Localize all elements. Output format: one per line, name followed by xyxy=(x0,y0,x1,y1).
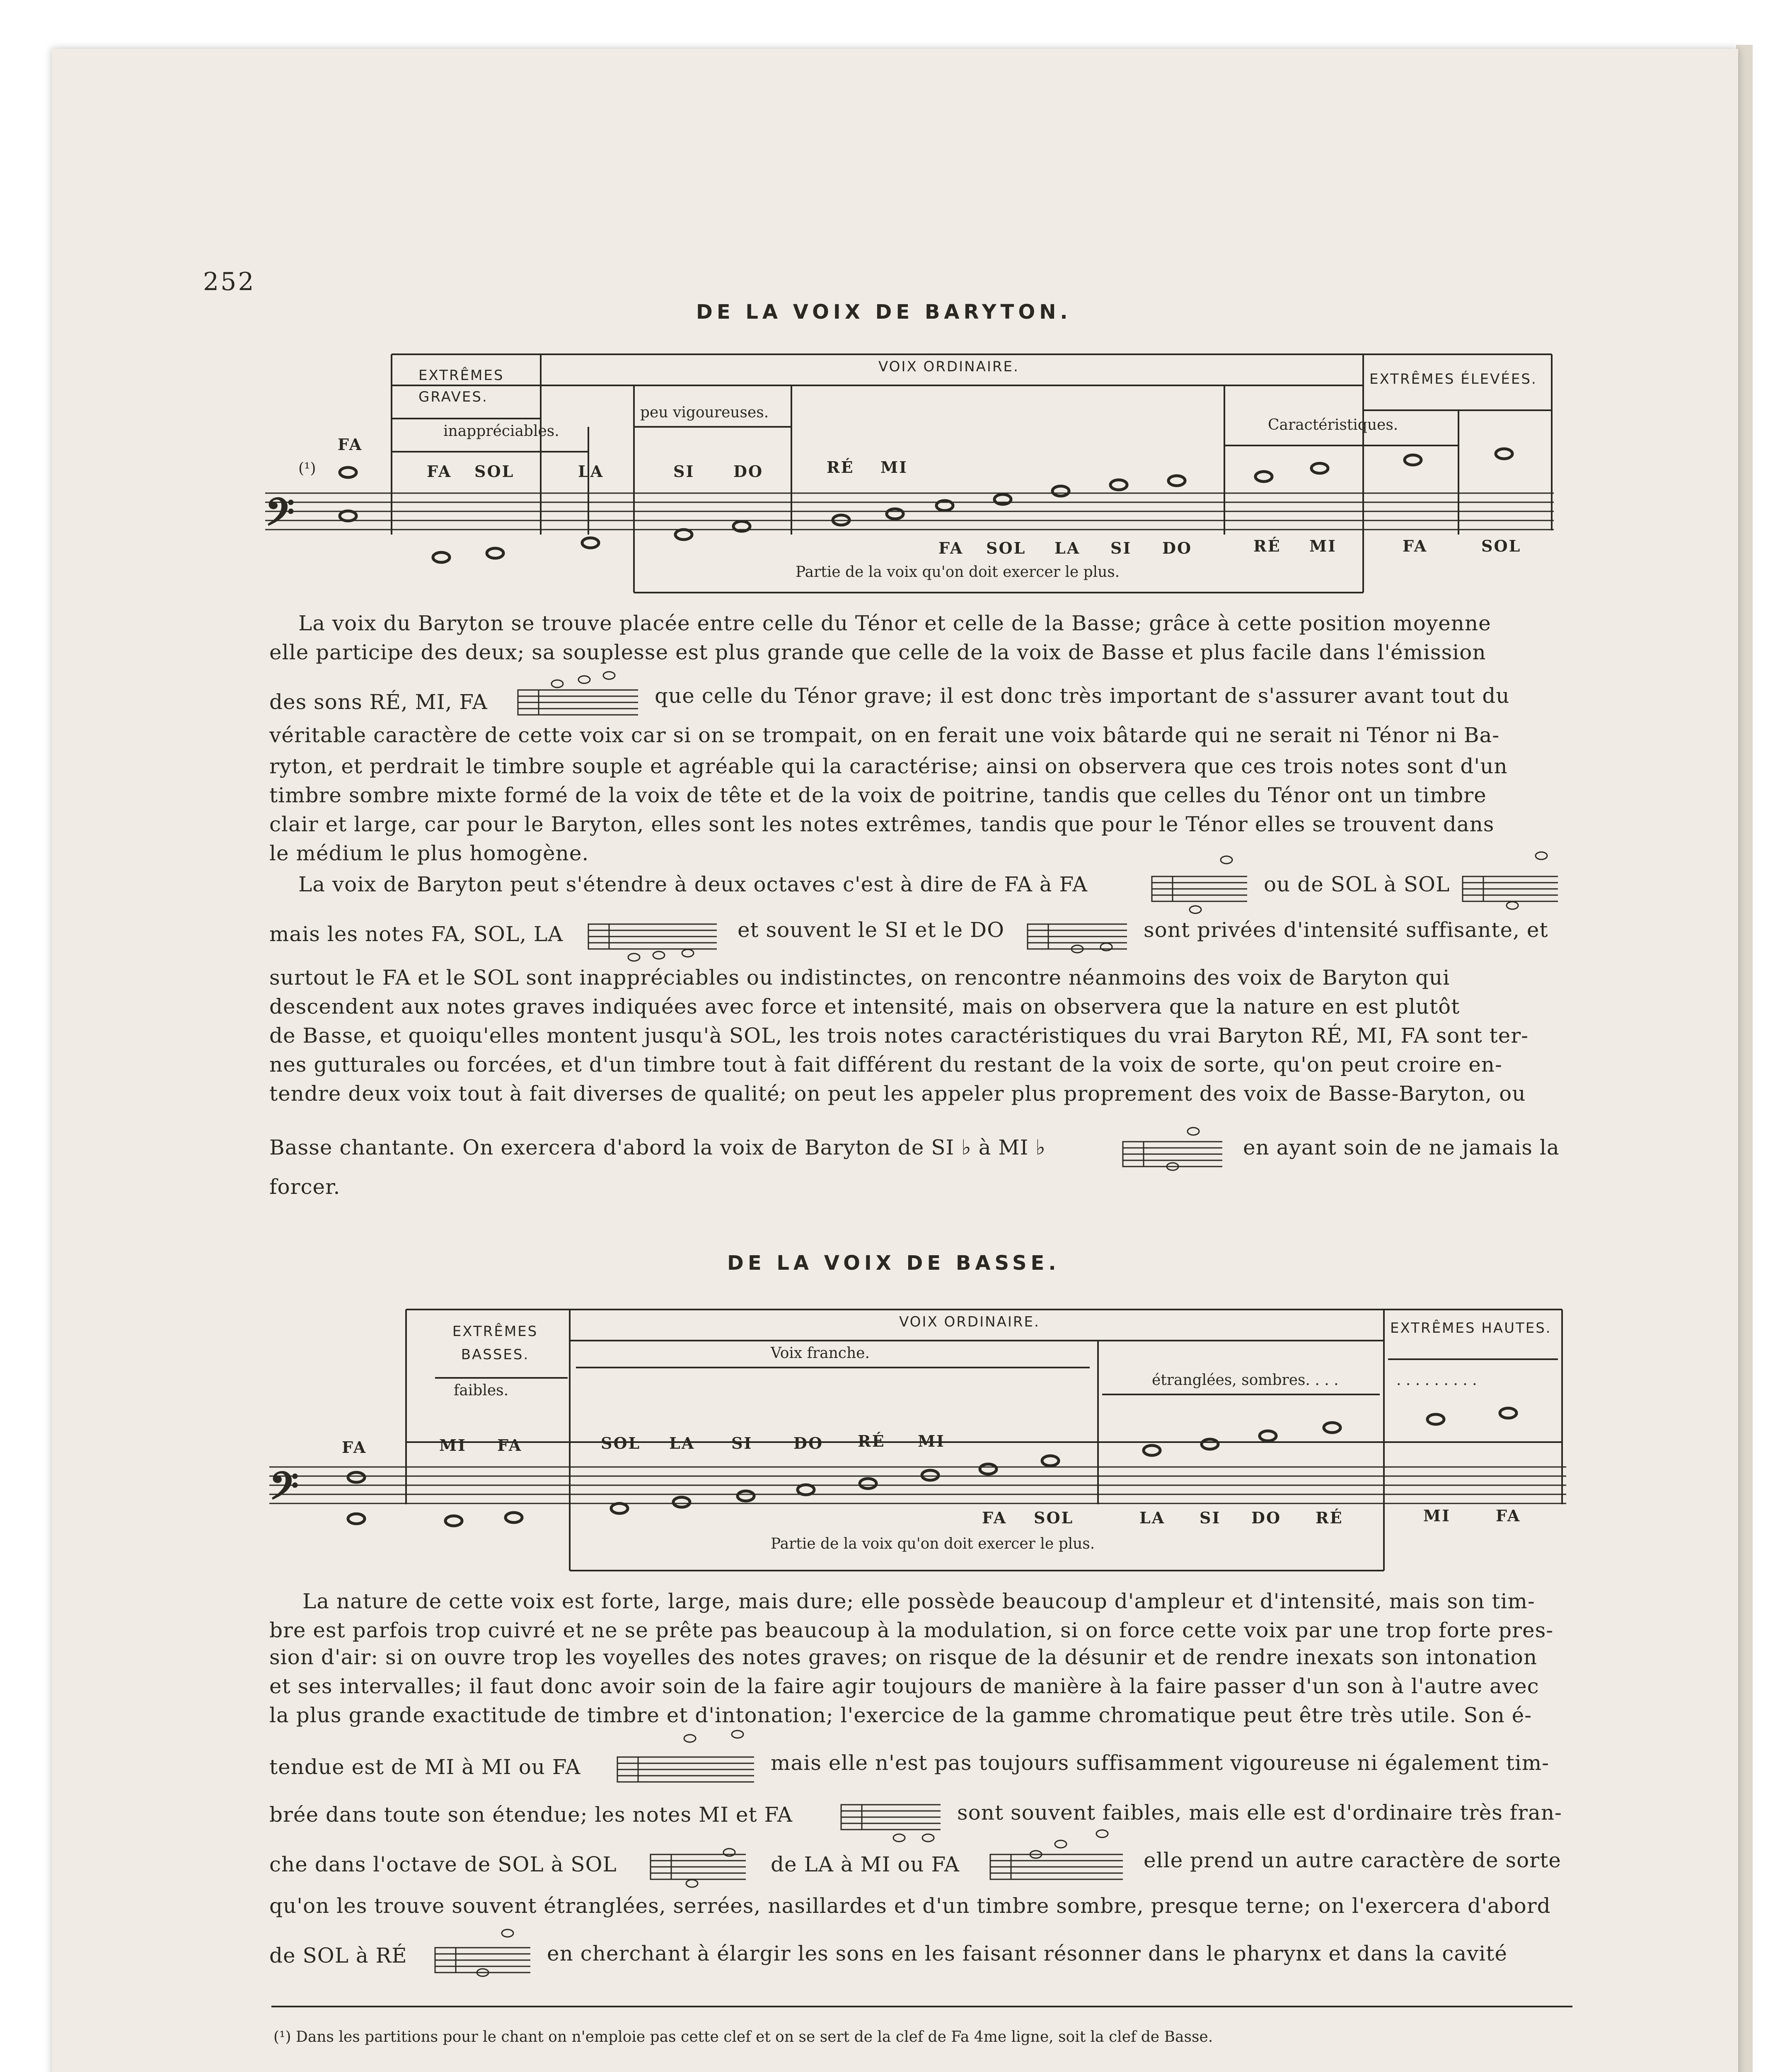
text-line: de SOL à RÉ xyxy=(269,1944,407,1968)
text-line: qu'on les trouve souvent étranglées, serrées, nasillardes et d'un timbre sombre, presque terne; on l'exercera d'abord xyxy=(269,1894,1551,1918)
basse-sub-faibles: faibles. xyxy=(454,1382,509,1399)
text-line: et souvent le SI et le DO xyxy=(738,918,1005,942)
baryton-lower-note: MI xyxy=(1309,537,1337,555)
baryton-upper-note: MI xyxy=(880,458,908,477)
basse-bass-clef-icon: 𝄢 xyxy=(269,1464,299,1517)
basse-lower-note: LA xyxy=(1139,1508,1166,1527)
basse-sub-voix-franche: Voix franche. xyxy=(771,1345,870,1362)
baryton-upper-note: SOL xyxy=(474,462,515,481)
baryton-lower-note: DO xyxy=(1162,539,1192,557)
text-line: clair et large, car pour le Baryton, elles sont les notes extrêmes, tandis que pour le Ténor elles se trouvent dans xyxy=(269,812,1495,836)
text-line: des sons RÉ, MI, FA xyxy=(269,690,488,714)
text-line: che dans l'octave de SOL à SOL xyxy=(269,1852,617,1876)
basse-exercise-caption: Partie de la voix qu'on doit exercer le plus. xyxy=(771,1535,1095,1552)
text-line: ryton, et perdrait le timbre souple et agréable qui la caractérise; ainsi on observera que ces trois notes sont d'un xyxy=(269,754,1508,778)
footnote-text: (¹) Dans les partitions pour le chant on n'emploie pas cette clef et on se sert de la clef de Fa 4me ligne, soit la clef de Basse. xyxy=(273,2028,1213,2045)
text-line: nes gutturales ou forcées, et d'un timbre tout à fait différent du restant de la voix de sorte, qu'on peut croire en- xyxy=(269,1053,1502,1077)
inline-staff-mi-mi xyxy=(617,1731,754,1782)
text-line: et ses intervalles; il faut donc avoir soin de la faire agir toujours de manière à la faire passer d'un son à l'autre avec xyxy=(269,1674,1539,1698)
baryton-col-extremes-elevees: EXTRÊMES ÉLEVÉES. xyxy=(1369,371,1537,387)
text-line: en ayant soin de ne jamais la xyxy=(1243,1135,1560,1159)
text-line: en cherchant à élargir les sons en les faisant résonner dans le pharynx et dans la cavité xyxy=(547,1941,1507,1965)
text-line: elle participe des deux; sa souplesse est plus grande que celle de la voix de Basse et plus facile dans l'émission xyxy=(269,640,1486,664)
baryton-bass-clef-icon: 𝄢 xyxy=(265,490,295,543)
baryton-lower-note: LA xyxy=(1055,539,1081,557)
page-number: 252 xyxy=(203,267,256,296)
basse-lower-note: DO xyxy=(1251,1508,1282,1527)
text-line: forcer. xyxy=(269,1175,341,1199)
text-line: bre est parfois trop cuivré et ne se prête pas beaucoup à la modulation, si on force cette voix par une trop forte pres- xyxy=(269,1618,1554,1642)
basse-upper-note: RÉ xyxy=(858,1432,885,1450)
inline-staff-sol-sol xyxy=(651,1849,746,1887)
text-line: La nature de cette voix est forte, large, mais dure; elle possède beaucoup d'ampleur et d'intensité, mais son tim- xyxy=(302,1589,1535,1613)
text-line: descendent aux notes graves indiquées avec force et intensité, mais on observera que la nature en est plutôt xyxy=(269,995,1460,1019)
basse-sub-etranglees: étranglées, sombres. . . . xyxy=(1152,1372,1339,1389)
text-line: timbre sombre mixte formé de la voix de tête et de la voix de poitrine, tandis que celles du Ténor ont un timbre xyxy=(269,783,1487,807)
basse-sub-dots: . . . . . . . . . xyxy=(1396,1372,1477,1389)
baryton-sub-peu-vigoureuses: peu vigoureuses. xyxy=(640,404,769,421)
baryton-lower-note: SI xyxy=(1110,539,1132,557)
text-line: véritable caractère de cette voix car si on se trompait, on en ferait une voix bâtarde qui ne serait ni Ténor ni Ba- xyxy=(269,723,1500,747)
baryton-clef-note-label: FA xyxy=(338,435,363,454)
basse-upper-note: LA xyxy=(669,1434,695,1452)
basse-clef-note-label: FA xyxy=(342,1438,367,1457)
footnote-rule xyxy=(271,2006,1572,2007)
text-line: que celle du Ténor grave; il est donc très important de s'assurer avant tout du xyxy=(655,684,1510,708)
baryton-lower-note: SOL xyxy=(986,539,1026,557)
basse-lower-note: FA xyxy=(982,1508,1007,1527)
baryton-upper-note: FA xyxy=(427,462,452,481)
baryton-col-extremes-graves: EXTRÊMES GRAVES. xyxy=(418,367,504,405)
baryton-upper-note: DO xyxy=(733,462,764,481)
inline-staff-sol-re xyxy=(435,1929,530,1976)
baryton-lower-note: RÉ xyxy=(1253,537,1281,555)
baryton-upper-note: RÉ xyxy=(827,458,854,477)
text-line: ou de SOL à SOL xyxy=(1264,872,1450,896)
text-line: mais elle n'est pas toujours suffisamment vigoureuse ni également tim- xyxy=(771,1751,1550,1775)
basse-lower-note: MI xyxy=(1423,1506,1451,1525)
basse-upper-note: MI xyxy=(918,1432,945,1450)
baryton-title: DE LA VOIX DE BARYTON. xyxy=(696,300,1072,324)
text-line: La voix du Baryton se trouve placée entre celle du Ténor et celle de la Basse; grâce à cette position moyenne xyxy=(298,611,1491,635)
text-line: La voix de Baryton peut s'étendre à deux octaves c'est à dire de FA à FA xyxy=(298,872,1088,896)
text-line: mais les notes FA, SOL, LA xyxy=(269,922,564,946)
basse-col-voix-ordinaire: VOIX ORDINAIRE. xyxy=(899,1314,1040,1330)
basse-title: DE LA VOIX DE BASSE. xyxy=(727,1251,1060,1275)
text-line: sont privées d'intensité suffisante, et xyxy=(1144,918,1548,942)
inline-staff-mi-fa xyxy=(841,1805,941,1842)
basse-lower-note: RÉ xyxy=(1316,1508,1343,1527)
text-line: brée dans toute son étendue; les notes MI et FA xyxy=(269,1803,793,1827)
basse-upper-note: SI xyxy=(731,1434,753,1452)
basse-lower-note: SI xyxy=(1200,1508,1221,1527)
basse-lower-note: SOL xyxy=(1034,1508,1074,1527)
baryton-sub-inappreciables: inappréciables. xyxy=(443,423,559,440)
basse-upper-note: FA xyxy=(497,1436,522,1455)
text-line: elle prend un autre caractère de sorte xyxy=(1144,1848,1561,1872)
text-line: sont souvent faibles, mais elle est d'ordinaire très fran- xyxy=(957,1801,1562,1825)
baryton-exercise-caption: Partie de la voix qu'on doit exercer le plus. xyxy=(796,564,1120,581)
basse-col-extremes-basses: EXTRÊMES BASSES. xyxy=(452,1323,538,1363)
text-line: tendue est de MI à MI ou FA xyxy=(269,1755,581,1779)
basse-upper-note: MI xyxy=(439,1436,467,1455)
text-line: de LA à MI ou FA xyxy=(771,1852,960,1876)
baryton-footnote-mark: (¹) xyxy=(298,460,316,477)
text-line: le médium le plus homogène. xyxy=(269,841,589,865)
text-line: surtout le FA et le SOL sont inappréciables ou indistinctes, on rencontre néanmoins des voix de Baryton qui xyxy=(269,966,1450,990)
text-line: tendre deux voix tout à fait diverses de qualité; on peut les appeler plus proprement des voix de Basse-Baryton, ou xyxy=(269,1082,1526,1106)
basse-upper-note: DO xyxy=(793,1434,824,1452)
baryton-lower-note: FA xyxy=(1403,537,1428,555)
basse-col-extremes-hautes: EXTRÊMES HAUTES. xyxy=(1390,1320,1552,1336)
basse-upper-note: SOL xyxy=(601,1434,641,1452)
baryton-lower-note: SOL xyxy=(1481,537,1521,555)
baryton-col-voix-ordinaire: VOIX ORDINAIRE. xyxy=(878,358,1019,375)
baryton-upper-note: LA xyxy=(578,462,604,481)
inline-staff-la-mi-fa xyxy=(990,1830,1123,1879)
text-line: Basse chantante. On exercera d'abord la voix de Baryton de SI ♭ à MI ♭ xyxy=(269,1135,1046,1159)
baryton-lower-note: FA xyxy=(938,539,964,557)
text-line: la plus grande exactitude de timbre et d'intonation; l'exercice de la gamme chromatique peut être très utile. Son é- xyxy=(269,1703,1532,1727)
baryton-sub-caracteristiques: Caractéristiques. xyxy=(1268,416,1398,433)
baryton-upper-note: SI xyxy=(673,462,695,481)
basse-lower-note: FA xyxy=(1496,1506,1521,1525)
text-line: sion d'air: si on ouvre trop les voyelles des notes graves; on risque de la désunir et de rendre inexats son intonation xyxy=(269,1645,1538,1669)
text-line: de Basse, et quoiqu'elles montent jusqu'à SOL, les trois notes caractéristiques du vrai Baryton RÉ, MI, FA sont ter- xyxy=(269,1024,1529,1048)
